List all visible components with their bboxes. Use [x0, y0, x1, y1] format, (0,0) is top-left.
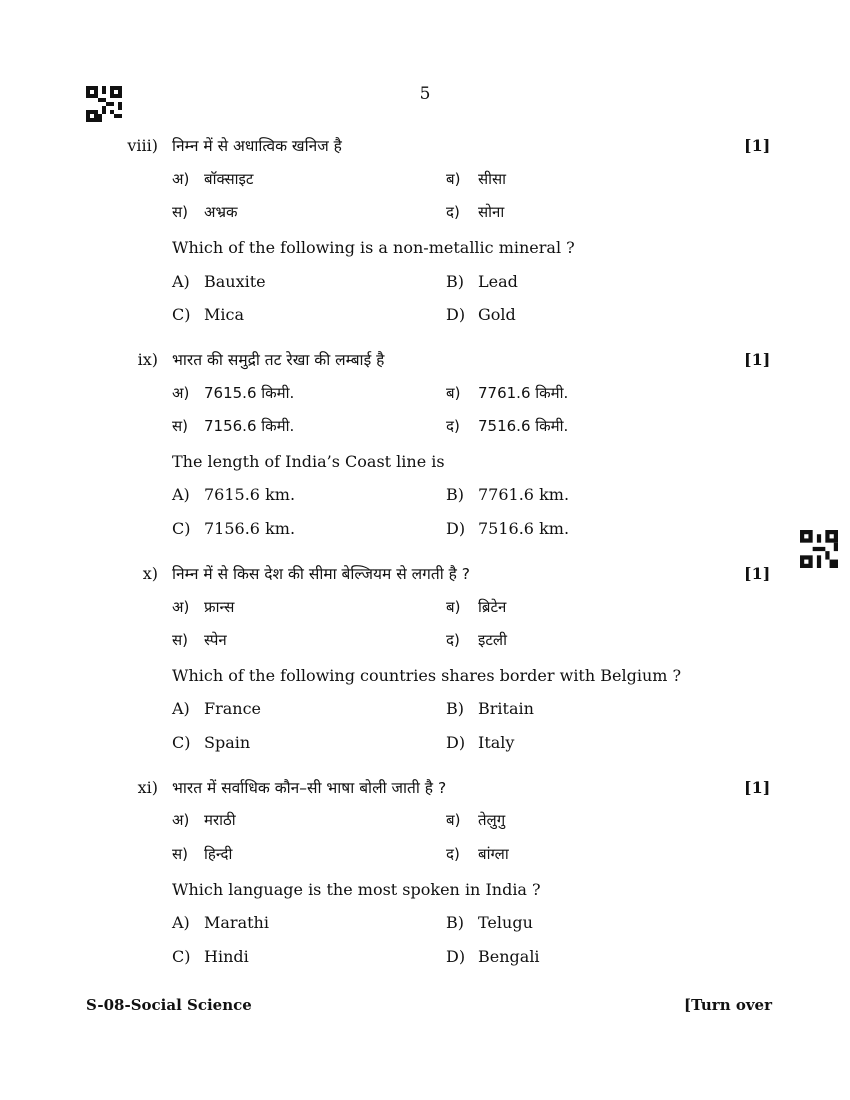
- option-hindi-c: स) स्पेन: [172, 631, 227, 649]
- option-hindi-c: स) हिन्दी: [172, 845, 233, 863]
- option-hindi-d: द) इटली: [446, 631, 507, 649]
- option-english-d: D) Italy: [446, 733, 515, 752]
- option-english-b: B) Lead: [446, 272, 518, 291]
- marks: [1]: [744, 564, 771, 583]
- option-hindi-b: ब) सीसा: [446, 170, 507, 188]
- marks: [1]: [744, 350, 771, 369]
- option-hindi-a: अ) 7615.6 किमी.: [172, 384, 295, 402]
- option-english-d: D) 7516.6 km.: [446, 519, 570, 538]
- option-hindi-c: स) अभ्रक: [172, 203, 238, 221]
- option-hindi-a: अ) बॉक्साइट: [172, 170, 254, 188]
- marks: [1]: [744, 778, 771, 797]
- question-text-english: The length of India’s Coast line is: [172, 452, 445, 471]
- question-text-hindi: निम्न में से किस देश की सीमा बेल्जियम से लगती है ?: [172, 565, 471, 583]
- page-number: 5: [419, 84, 431, 104]
- question-ix: [0, 350, 850, 550]
- question-text-english: Which language is the most spoken in India ?: [172, 880, 541, 899]
- question-xi: [0, 778, 850, 978]
- question-x: [0, 564, 850, 764]
- option-english-c: C) Hindi: [172, 947, 249, 966]
- question-text-english: Which of the following is a non-metallic mineral ?: [172, 238, 575, 257]
- option-english-d: D) Bengali: [446, 947, 540, 966]
- option-hindi-c: स) 7156.6 किमी.: [172, 417, 295, 435]
- option-english-b: B) 7761.6 km.: [446, 485, 570, 504]
- option-hindi-d: द) 7516.6 किमी.: [446, 417, 569, 435]
- option-english-b: B) Britain: [446, 699, 534, 718]
- question-number: x): [142, 564, 158, 583]
- option-english-b: B) Telugu: [446, 913, 533, 932]
- question-text-hindi: भारत की समुद्री तट रेखा की लम्बाई है: [172, 351, 385, 369]
- question-text-hindi: निम्न में से अधात्विक खनिज है: [172, 137, 342, 155]
- option-hindi-b: ब) तेलुगु: [446, 811, 506, 829]
- option-hindi-b: ब) 7761.6 किमी.: [446, 384, 569, 402]
- option-english-a: A) 7615.6 km.: [172, 485, 296, 504]
- option-english-d: D) Gold: [446, 305, 516, 324]
- marks: [1]: [744, 136, 771, 155]
- option-hindi-a: अ) मराठी: [172, 811, 236, 829]
- option-hindi-b: ब) ब्रिटेन: [446, 598, 507, 616]
- option-hindi-d: द) बांग्ला: [446, 845, 509, 863]
- question-text-hindi: भारत में सर्वाधिक कौन–सी भाषा बोली जाती है ?: [172, 779, 447, 797]
- turn-over-label: [Turn over: [684, 996, 772, 1014]
- question-number: ix): [137, 350, 158, 369]
- option-english-c: C) Spain: [172, 733, 251, 752]
- option-hindi-d: द) सोना: [446, 203, 505, 221]
- paper-code: S-08-Social Science: [86, 996, 252, 1014]
- option-english-c: C) Mica: [172, 305, 244, 324]
- option-english-a: A) Marathi: [172, 913, 269, 932]
- question-text-english: Which of the following countries shares border with Belgium ?: [172, 666, 682, 685]
- question-number: xi): [137, 778, 158, 797]
- option-english-a: A) France: [172, 699, 262, 718]
- question-viii: [0, 136, 850, 336]
- question-number: viii): [127, 136, 158, 155]
- option-hindi-a: अ) फ्रान्स: [172, 598, 235, 616]
- option-english-c: C) 7156.6 km.: [172, 519, 296, 538]
- option-english-a: A) Bauxite: [172, 272, 266, 291]
